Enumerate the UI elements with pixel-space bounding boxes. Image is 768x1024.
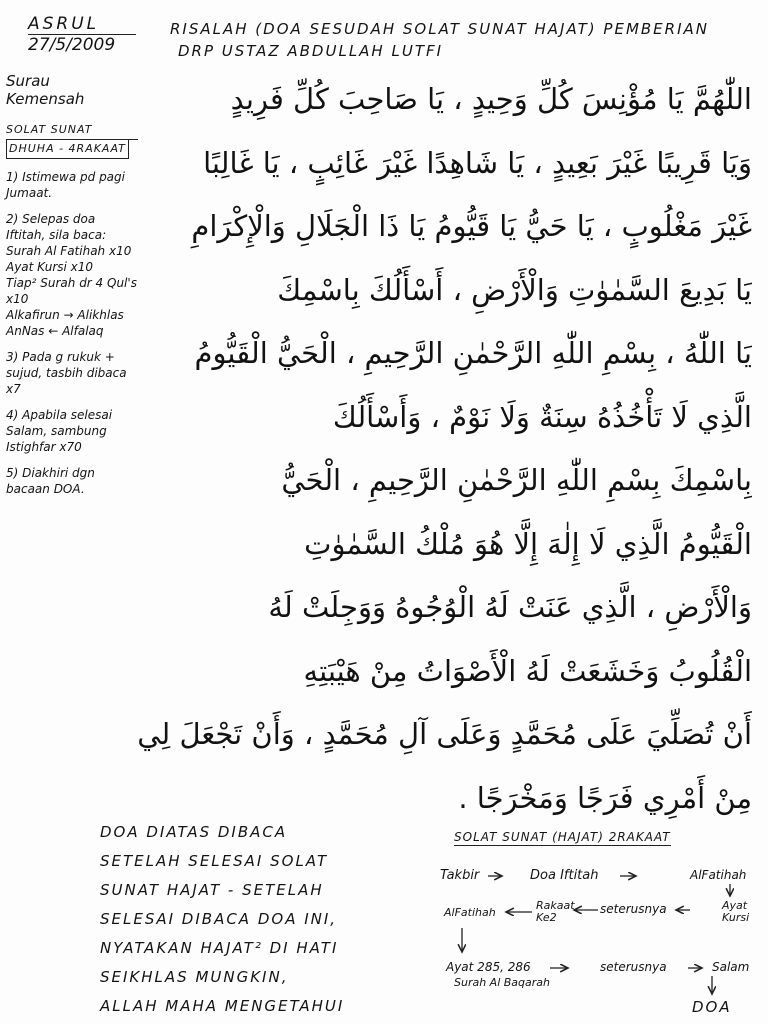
arabic-line: بِاسْمِكَ بِسْمِ اللّٰهِ الرَّحْمٰنِ الرَّحِيمِ ، الْحَيُّ	[281, 463, 752, 497]
instruction-line: NYATAKAN HAJAT² DI HATI	[100, 939, 339, 957]
note-item-4: 4) Apabila selesai Salam, sambung Istighfar x70	[6, 408, 113, 454]
title-line-1: RISALAH (DOA SESUDAH SOLAT SUNAT HAJAT) PEMBERIAN	[170, 20, 709, 38]
diagram-title: SOLAT SUNAT (HAJAT) 2RAKAAT	[454, 830, 671, 844]
document-title	[170, 18, 760, 62]
section-heading: SOLAT SUNAT	[6, 122, 138, 140]
arabic-line: اللّٰهُمَّ يَا مُؤْنِسَ كُلِّ وَحِيدٍ ، يَا صَاحِبَ كُلِّ فَرِيدٍ	[230, 82, 752, 116]
note-item-2: 2) Selepas doa Iftitah, sila baca: Surah Al Fatihah x10 Ayat Kursi x10 Tiap² Surah dr 4 Qul's x10 Alkafirun → Alikhlas AnNas ← Alfalaq	[6, 212, 137, 338]
location-line-2: Kemensah	[6, 90, 85, 108]
step-seterusnya-1: seterusnya	[600, 902, 667, 916]
solat-hajat-flow-diagram	[440, 828, 765, 1024]
arabic-line: يَا بَدِيعَ السَّمٰوٰتِ وَالْأَرْضِ ، أَسْأَلُكَ بِاسْمِكَ	[277, 272, 752, 307]
instruction-line: SEIKHLAS MUNGKIN,	[100, 968, 289, 986]
arabic-line: وَالْأَرْضِ ، الَّذِي عَنَتْ لَهُ الْوُجُوهُ وَوَجِلَتْ لَهُ	[268, 590, 752, 624]
section-subheading: DHUHA - 4RAKAAT	[6, 140, 129, 159]
arabic-line: مِنْ أَمْرِي فَرَجًا وَمَخْرَجًا .	[458, 780, 752, 815]
instruction-line: SUNAT HAJAT - SETELAH	[100, 881, 324, 899]
arabic-prayer-text	[132, 68, 752, 830]
arabic-line: الْقَيُّومُ الَّذِي لَا إِلٰهَ إِلَّا هُوَ مُلْكُ السَّمٰوٰتِ	[304, 526, 752, 561]
instruction-line: DOA DIATAS DIBACA	[100, 823, 288, 841]
note-item-3: 3) Pada g rukuk + sujud, tasbih dibaca x7	[6, 350, 127, 396]
step-seterusnya-2: seterusnya	[600, 960, 667, 974]
arabic-line: غَيْرَ مَغْلُوبٍ ، يَا حَيُّ يَا قَيُّومُ يَا ذَا الْجَلَالِ وَالْإِكْرَامِ	[191, 209, 752, 243]
instruction-note	[100, 818, 440, 1021]
flow-arrows	[440, 828, 765, 1024]
title-line-2: DRP USTAZ ABDULLAH LUTFI	[178, 42, 444, 60]
location-line-1: Surau	[6, 72, 50, 90]
author-name: ASRUL	[28, 14, 100, 34]
step-ayat-kursi: Ayat Kursi	[722, 899, 750, 924]
step-doa-iftitah: Doa Iftitah	[530, 868, 599, 883]
location-note	[6, 72, 138, 108]
author-block	[28, 14, 148, 55]
note-item-5: 5) Diakhiri dgn bacaan DOA.	[6, 466, 95, 496]
step-salam: Salam	[712, 960, 750, 974]
arabic-line: يَا اللّٰهُ ، بِسْمِ اللّٰهِ الرَّحْمٰنِ الرَّحِيمِ ، الْحَيُّ الْقَيُّومُ	[194, 336, 752, 370]
step-ayat-285: Ayat 285, 286	[446, 960, 531, 974]
instruction-line: SELESAI DIBACA DOA INI,	[100, 910, 338, 928]
arabic-line: الَّذِي لَا تَأْخُذُهُ سِنَةٌ وَلَا نَوْمٌ ، وَأَسْأَلُكَ	[332, 399, 752, 434]
author-date: 27/5/2009	[28, 34, 136, 55]
arabic-line: أَنْ تُصَلِّيَ عَلَى مُحَمَّدٍ وَعَلَى آلِ مُحَمَّدٍ ، وَأَنْ تَجْعَلَ لِي	[137, 717, 752, 751]
step-takbir: Takbir	[440, 868, 480, 883]
arabic-line: الْقُلُوبُ وَخَشَعَتْ لَهُ الْأَصْوَاتُ مِنْ هَيْبَتِهِ	[303, 653, 752, 688]
arabic-line: وَيَا قَرِيبًا غَيْرَ بَعِيدٍ ، يَا شَاهِدًا غَيْرَ غَائِبٍ ، يَا غَالِبًا	[203, 145, 752, 180]
step-doa: DOA	[692, 998, 732, 1016]
step-surah-albaqarah: Surah Al Baqarah	[454, 976, 551, 989]
instruction-line: ALLAH MAHA MENGETAHUI	[100, 997, 345, 1015]
notes-column	[6, 72, 138, 507]
instruction-line: SETELAH SELESAI SOLAT	[100, 852, 329, 870]
step-rakaat-ke2: Rakaat Ke2	[536, 899, 575, 924]
step-alfatihah: AlFatihah	[690, 868, 747, 882]
step-alfatihah-left: AlFatihah	[444, 906, 496, 919]
note-item-1: 1) Istimewa pd pagi Jumaat.	[6, 170, 125, 200]
